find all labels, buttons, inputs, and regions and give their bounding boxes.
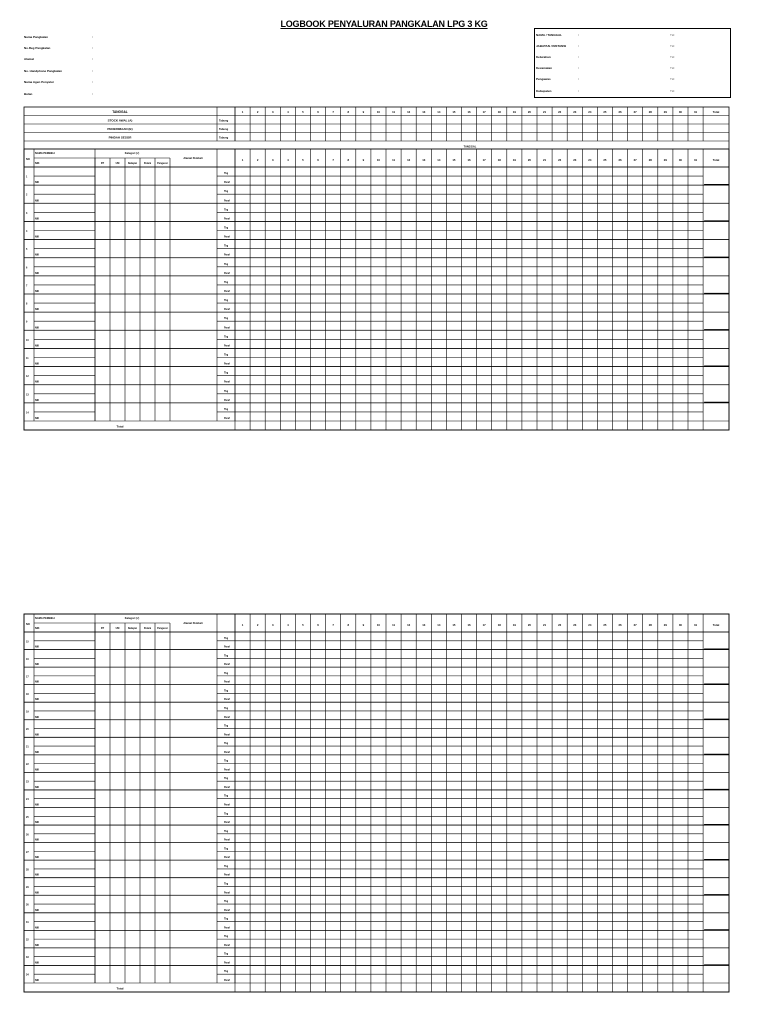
- row-paraf: Paraf: [224, 962, 230, 965]
- row-number: 20: [26, 728, 29, 732]
- row-paraf: Paraf: [224, 927, 230, 930]
- row-number: 29: [26, 885, 29, 889]
- col-kategori-item: RT: [100, 627, 105, 630]
- signature-label: Kecamatan: [536, 66, 553, 71]
- day-header: 22: [558, 623, 562, 627]
- row-nik: NIK: [35, 698, 40, 702]
- row-paraf: Paraf: [224, 254, 230, 257]
- info-label: Alamat: [24, 57, 35, 62]
- row-number: 1: [26, 175, 28, 179]
- row-nik: NIK: [35, 199, 40, 203]
- day-header: 16: [467, 158, 471, 162]
- row-number: 23: [26, 780, 29, 784]
- day-header: 28: [648, 110, 652, 114]
- row-paraf: Paraf: [224, 909, 230, 912]
- row-paraf: Paraf: [224, 200, 230, 203]
- col-alamat: Alamat Pembeli: [183, 622, 203, 625]
- day-header: 5: [302, 110, 304, 114]
- row-paraf: Paraf: [224, 345, 230, 348]
- day-header: 22: [558, 110, 562, 114]
- row-number: 27: [26, 850, 29, 854]
- row-paraf: Paraf: [224, 681, 230, 684]
- day-header: 7: [332, 623, 334, 627]
- row-paraf: Paraf: [224, 327, 230, 330]
- day-header: 30: [678, 158, 683, 162]
- row-tbg: Tbg: [224, 725, 229, 728]
- day-header: 11: [392, 158, 396, 162]
- row-tbg: Tbg: [224, 336, 229, 339]
- col-nik: NIK: [35, 627, 40, 630]
- row-number: 21: [26, 745, 29, 749]
- signature-sign: Ttd: [670, 77, 675, 82]
- footer-total: Total: [116, 986, 124, 991]
- day-header: 26: [618, 623, 622, 627]
- row-tbg: Tbg: [224, 227, 229, 230]
- day-header: 5: [302, 158, 304, 162]
- info-label: Bulan: [24, 91, 33, 96]
- signature-value: :: [578, 66, 579, 71]
- signature-sign: Ttd: [670, 66, 675, 71]
- signature-value: :: [578, 32, 579, 37]
- day-header: 2: [256, 158, 259, 162]
- row-number: 10: [26, 338, 29, 342]
- row-nik: NIK: [35, 308, 40, 312]
- row-number: 34: [26, 973, 29, 977]
- day-header: 25: [603, 110, 607, 114]
- day-header: 9: [362, 623, 365, 627]
- row-number: 30: [26, 903, 29, 907]
- day-header: 2: [256, 623, 259, 627]
- day-header: 15: [452, 158, 456, 162]
- row-paraf: Paraf: [224, 418, 230, 420]
- row-nik: NIK: [35, 821, 40, 825]
- day-header: 24: [588, 623, 592, 627]
- day-header: 21: [542, 158, 547, 162]
- row-tbg: Tbg: [224, 191, 229, 194]
- day-header: 27: [633, 158, 637, 162]
- row-number: 12: [26, 375, 29, 379]
- day-header: 25: [603, 623, 607, 627]
- day-header: 23: [573, 623, 577, 627]
- info-value: :: [92, 34, 93, 39]
- col-alamat: Alamat Pembeli: [183, 157, 203, 160]
- signature-label: JABATAN / INSTANSI: [536, 43, 567, 48]
- row-number: 5: [26, 248, 28, 252]
- row-nik: NIK: [35, 271, 40, 275]
- row-nik: NIK: [35, 961, 40, 965]
- day-header: 17: [482, 623, 486, 627]
- row-number: 9: [26, 320, 28, 324]
- day-header: 7: [332, 158, 334, 162]
- grid-border: [24, 107, 729, 430]
- row-paraf: Paraf: [224, 839, 230, 842]
- row-paraf: Paraf: [224, 218, 230, 221]
- day-header: 14: [437, 623, 441, 627]
- signature-label: Pengawas: [536, 77, 551, 82]
- info-label: No. Handphone Pangkalan: [24, 68, 63, 73]
- row-nik: NIK: [35, 235, 40, 239]
- row-nik: NIK: [35, 344, 40, 348]
- row-nik: NIK: [35, 645, 40, 649]
- row-paraf: Paraf: [224, 857, 230, 860]
- row-tbg: Tbg: [224, 936, 229, 939]
- row-nik: NIK: [35, 979, 40, 982]
- day-header: 24: [588, 110, 592, 114]
- row-paraf: Paraf: [224, 272, 230, 275]
- day-header: 19: [512, 158, 516, 162]
- row-number: 11: [26, 357, 29, 360]
- signature-sign: Ttd: [670, 88, 675, 93]
- row-tbg: Tbg: [224, 953, 229, 956]
- day-header: 12: [407, 158, 411, 162]
- signature-value: :: [578, 54, 579, 59]
- row-paraf: Paraf: [224, 399, 230, 402]
- row-nik: NIK: [35, 873, 40, 877]
- row-tbg: Tbg: [224, 390, 229, 393]
- day-header: 1: [241, 110, 244, 114]
- page-title: LOGBOOK PENYALURAN PANGKALAN LPG 3 KG: [280, 19, 488, 29]
- day-header: 1: [241, 158, 244, 162]
- col-kategori: Kategori (√): [124, 617, 140, 620]
- day-header: 18: [497, 158, 501, 162]
- col-kategori-item: Pengecer: [157, 627, 168, 630]
- day-header: 31: [693, 110, 698, 114]
- day-header: 11: [392, 623, 396, 627]
- day-header: 14: [437, 110, 441, 114]
- row-nik: NIK: [35, 943, 40, 947]
- summary-row-label: STOCK AWAL (A): [107, 118, 133, 123]
- day-header: 17: [482, 158, 486, 162]
- day-header: 9: [362, 158, 365, 162]
- row-tbg: Tbg: [224, 637, 229, 640]
- row-nik: NIK: [35, 768, 40, 772]
- day-header: 8: [347, 623, 350, 627]
- row-paraf: Paraf: [224, 381, 230, 384]
- row-number: 2: [26, 193, 28, 197]
- row-nik: NIK: [35, 380, 40, 384]
- day-header: 29: [663, 110, 667, 114]
- total-header: Total: [712, 110, 720, 114]
- day-header: 20: [527, 158, 532, 162]
- day-header: 21: [542, 623, 547, 627]
- col-no: NO: [26, 623, 30, 626]
- signature-label: Kabupaten: [536, 88, 552, 93]
- signature-value: :: [578, 43, 579, 48]
- day-header: 22: [558, 158, 562, 162]
- day-header: 25: [603, 158, 607, 162]
- day-header: 13: [422, 623, 426, 627]
- summary-unit: Tabung: [219, 128, 229, 131]
- day-header: 1: [241, 623, 244, 627]
- row-tbg: Tbg: [224, 883, 229, 886]
- row-number: 24: [26, 798, 29, 802]
- day-header: 14: [437, 158, 441, 162]
- day-header: 6: [317, 158, 319, 162]
- col-kategori-item: Nelayan: [127, 627, 138, 630]
- row-paraf: Paraf: [224, 646, 230, 649]
- row-number: 8: [26, 302, 28, 306]
- day-header: 8: [347, 158, 350, 162]
- row-nik: NIK: [35, 326, 40, 330]
- row-tbg: Tbg: [224, 372, 229, 375]
- row-nik: NIK: [35, 838, 40, 842]
- row-tbg: Tbg: [224, 655, 229, 658]
- row-tbg: Tbg: [224, 318, 229, 321]
- day-header: 4: [287, 158, 289, 162]
- row-tbg: Tbg: [224, 830, 229, 833]
- row-tbg: Tbg: [224, 263, 229, 266]
- row-number: 18: [26, 692, 29, 696]
- row-paraf: Paraf: [224, 309, 230, 312]
- row-nik: NIK: [35, 398, 40, 402]
- day-header: 30: [678, 623, 683, 627]
- signature-sign: Ttd: [670, 32, 675, 37]
- row-number: 17: [26, 675, 29, 679]
- day-header: 12: [407, 623, 411, 627]
- row-nik: NIK: [35, 891, 40, 895]
- day-header: 19: [512, 623, 516, 627]
- day-header: 26: [618, 110, 622, 114]
- row-number: 26: [26, 833, 29, 837]
- day-header: 21: [542, 110, 547, 114]
- row-tbg: Tbg: [224, 281, 229, 284]
- info-label: Nama Pangkalan: [24, 34, 49, 39]
- day-header: 3: [271, 623, 274, 627]
- row-paraf: Paraf: [224, 769, 230, 772]
- row-paraf: Paraf: [224, 944, 230, 947]
- day-header: 7: [332, 110, 334, 114]
- summary-row-label: PINDAH SESOR: [108, 135, 132, 140]
- row-tbg: Tbg: [224, 760, 229, 763]
- info-label: Nama Agen Penyalur: [24, 80, 54, 85]
- row-nik: NIK: [35, 680, 40, 684]
- info-value: :: [92, 57, 93, 62]
- row-number: 15: [26, 640, 29, 644]
- col-no: NO: [26, 158, 30, 161]
- info-value: :: [92, 80, 93, 85]
- row-number: 19: [26, 710, 29, 714]
- row-nik: NIK: [35, 908, 40, 912]
- day-header: 24: [588, 158, 592, 162]
- grid-border: [24, 614, 729, 992]
- row-tbg: Tbg: [224, 354, 229, 357]
- day-header: 20: [527, 623, 532, 627]
- col-nama: NAMA PEMBELI: [35, 617, 55, 620]
- row-paraf: Paraf: [224, 822, 230, 825]
- row-nik: NIK: [35, 715, 40, 719]
- day-header: 27: [633, 110, 637, 114]
- day-header: 5: [302, 623, 304, 627]
- row-nik: NIK: [35, 663, 40, 667]
- row-number: 33: [26, 956, 29, 960]
- day-header: 3: [271, 110, 274, 114]
- col-nik: NIK: [35, 162, 40, 165]
- row-number: 14: [26, 411, 29, 415]
- signature-sign: Ttd: [670, 43, 675, 48]
- row-nik: NIK: [35, 926, 40, 930]
- row-nik: NIK: [35, 290, 40, 293]
- row-nik: NIK: [35, 181, 40, 185]
- day-header: 2: [256, 110, 259, 114]
- day-header: 19: [512, 110, 516, 114]
- col-kategori-item: RT: [100, 162, 105, 165]
- row-number: 32: [26, 938, 29, 942]
- signature-sign: Ttd: [670, 54, 675, 59]
- row-number: 6: [26, 266, 28, 270]
- day-header: 30: [678, 110, 683, 114]
- row-nik: NIK: [35, 733, 40, 737]
- row-tbg: Tbg: [224, 672, 229, 675]
- signature-label: Kelurahan: [536, 54, 551, 59]
- day-header: 27: [633, 623, 637, 627]
- summary-label: TANGGAL: [112, 110, 128, 114]
- row-number: 4: [26, 230, 28, 233]
- day-header: 9: [362, 110, 365, 114]
- day-header: 23: [573, 110, 577, 114]
- row-nik: NIK: [35, 785, 40, 789]
- row-nik: NIK: [35, 217, 40, 221]
- row-number: 13: [26, 393, 29, 397]
- row-number: 25: [26, 815, 29, 819]
- row-tbg: Tbg: [224, 778, 229, 781]
- day-header: 10: [376, 110, 381, 114]
- day-header: 26: [618, 158, 622, 162]
- row-tbg: Tbg: [224, 901, 229, 904]
- day-header: 31: [693, 623, 698, 627]
- row-tbg: Tbg: [224, 690, 229, 693]
- row-tbg: Tbg: [224, 813, 229, 816]
- row-tbg: Tbg: [224, 300, 229, 303]
- day-header: 15: [452, 623, 456, 627]
- col-kategori-item: UM: [115, 162, 120, 165]
- day-header: 20: [527, 110, 532, 114]
- row-paraf: Paraf: [224, 291, 230, 293]
- day-header: 28: [648, 158, 652, 162]
- day-header: 17: [482, 110, 486, 114]
- row-tbg: Tbg: [224, 848, 229, 851]
- day-header: 4: [287, 623, 289, 627]
- day-header: 16: [467, 623, 471, 627]
- day-header: 8: [347, 110, 350, 114]
- footer-total: Total: [116, 424, 124, 429]
- col-kategori-item: UM: [115, 627, 120, 630]
- row-tbg: Tbg: [224, 408, 229, 411]
- row-paraf: Paraf: [224, 786, 230, 789]
- row-paraf: Paraf: [224, 804, 230, 807]
- row-paraf: Paraf: [224, 716, 230, 719]
- day-header: 29: [663, 623, 667, 627]
- day-header: 4: [287, 110, 289, 114]
- day-header: 23: [573, 158, 577, 162]
- day-header: 6: [317, 623, 319, 627]
- col-kategori-item: Petani: [143, 162, 152, 165]
- row-tbg: Tbg: [224, 173, 229, 176]
- row-number: 22: [26, 763, 29, 767]
- info-value: :: [92, 91, 93, 96]
- day-header: 16: [467, 110, 471, 114]
- row-nik: NIK: [35, 362, 40, 366]
- row-number: 7: [26, 284, 28, 288]
- row-paraf: Paraf: [224, 751, 230, 754]
- row-paraf: Paraf: [224, 734, 230, 737]
- row-nik: NIK: [35, 750, 40, 754]
- row-paraf: Paraf: [224, 892, 230, 895]
- row-paraf: Paraf: [224, 874, 230, 877]
- signature-value: :: [578, 88, 579, 93]
- day-header: 12: [407, 110, 411, 114]
- summary-unit: Tabung: [219, 136, 229, 140]
- summary-row-label: PENERIMAAN (B): [107, 127, 133, 131]
- day-header: 13: [422, 158, 426, 162]
- day-header: 18: [497, 623, 501, 627]
- row-number: 28: [26, 868, 29, 872]
- row-tbg: Tbg: [224, 971, 229, 974]
- day-header: 3: [271, 158, 274, 162]
- row-number: 3: [26, 211, 28, 215]
- row-tbg: Tbg: [224, 743, 229, 746]
- day-header: 10: [376, 158, 381, 162]
- row-nik: NIK: [35, 803, 40, 807]
- info-value: :: [92, 68, 93, 73]
- tanggal-span-label: TANGGAL: [463, 145, 477, 149]
- day-header: 15: [452, 110, 456, 114]
- row-paraf: Paraf: [224, 980, 230, 982]
- row-tbg: Tbg: [224, 795, 229, 798]
- row-nik: NIK: [35, 417, 40, 420]
- row-paraf: Paraf: [224, 699, 230, 702]
- col-kategori: Kategori (√): [124, 152, 140, 155]
- row-number: 16: [26, 657, 29, 661]
- signature-value: :: [578, 77, 579, 82]
- day-header: 29: [663, 158, 667, 162]
- row-paraf: Paraf: [224, 664, 230, 667]
- info-value: :: [92, 46, 93, 51]
- day-header: 11: [392, 110, 396, 114]
- signature-label: NAMA / TANGGAL: [536, 32, 562, 37]
- col-nama: NAMA PEMBELI: [35, 152, 55, 155]
- grid-border: [24, 149, 729, 430]
- row-tbg: Tbg: [224, 707, 229, 710]
- info-label: No.Reg Pangkalan: [24, 46, 51, 51]
- day-header: 6: [317, 110, 319, 114]
- day-header: 13: [422, 110, 426, 114]
- col-kategori-item: Petani: [143, 627, 152, 630]
- row-nik: NIK: [35, 253, 40, 257]
- day-header: 18: [497, 110, 501, 114]
- row-number: 31: [26, 921, 29, 925]
- row-tbg: Tbg: [224, 865, 229, 868]
- row-paraf: Paraf: [224, 182, 230, 185]
- row-nik: NIK: [35, 856, 40, 860]
- row-tbg: Tbg: [224, 245, 229, 248]
- row-paraf: Paraf: [224, 363, 230, 366]
- col-kategori-item: Pengecer: [157, 162, 168, 165]
- day-header: 31: [693, 158, 698, 162]
- total-header: Total: [712, 623, 720, 627]
- row-paraf: Paraf: [224, 236, 230, 239]
- row-tbg: Tbg: [224, 209, 229, 212]
- day-header: 10: [376, 623, 381, 627]
- col-kategori-item: Nelayan: [127, 162, 138, 165]
- grid-border: [24, 614, 729, 992]
- summary-unit: Tabung: [219, 119, 229, 123]
- total-header: Total: [712, 158, 720, 162]
- row-tbg: Tbg: [224, 918, 229, 921]
- day-header: 28: [648, 623, 652, 627]
